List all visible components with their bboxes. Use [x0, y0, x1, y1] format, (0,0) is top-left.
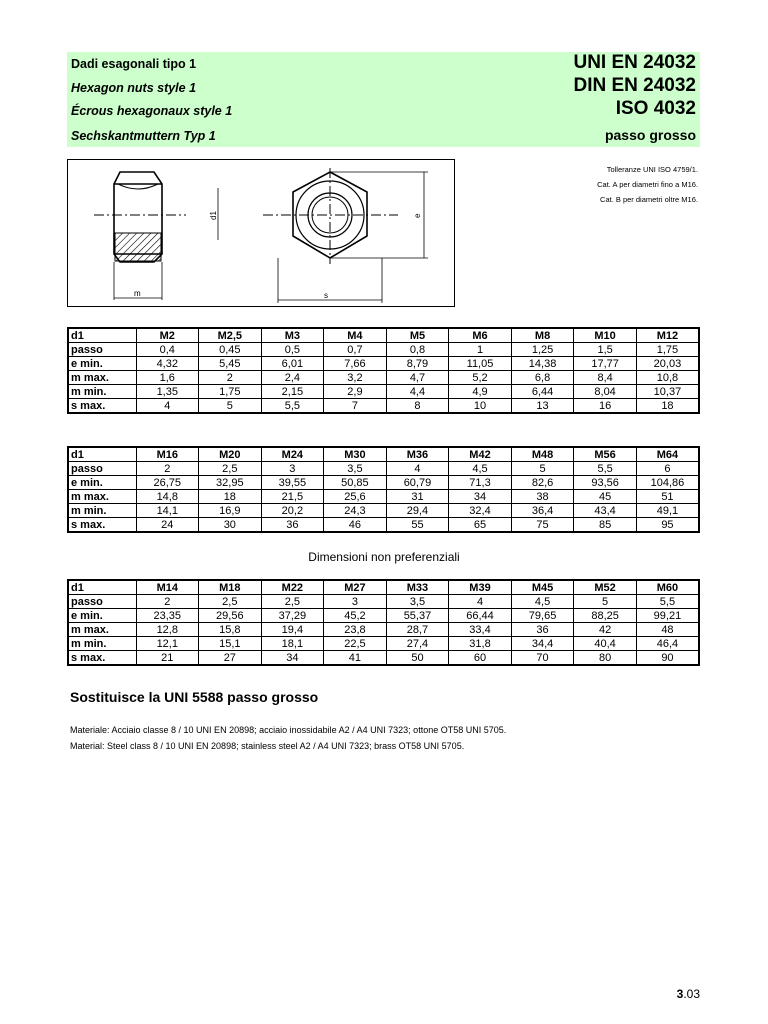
table-cell: 27 [199, 651, 262, 666]
table-row [68, 623, 699, 637]
table-cell: 55 [386, 518, 449, 533]
table-cell: M64 [636, 447, 699, 462]
row-label: e min. [68, 357, 136, 371]
table-cell: 5,5 [636, 595, 699, 609]
table-cell: 36 [261, 518, 324, 533]
row-label: m min. [68, 504, 136, 518]
table-cell: 7 [324, 399, 387, 414]
table-cell: 51 [636, 490, 699, 504]
table-cell: 24,3 [324, 504, 387, 518]
table-cell: 0,5 [261, 343, 324, 357]
row-label: m max. [68, 371, 136, 385]
table-row [68, 399, 699, 414]
table-cell: 14,8 [136, 490, 199, 504]
table-cell: 22,5 [324, 637, 387, 651]
table-cell: 2,5 [261, 595, 324, 609]
table-cell: 82,6 [511, 476, 574, 490]
table-cell: 16,9 [199, 504, 262, 518]
table-cell: 39,55 [261, 476, 324, 490]
table-cell: 50 [386, 651, 449, 666]
table-cell: 66,44 [449, 609, 512, 623]
table-cell: 0,45 [199, 343, 262, 357]
table-cell: M30 [324, 447, 387, 462]
thread-pitch: passo grosso [604, 127, 696, 143]
table-cell: 27,4 [386, 637, 449, 651]
table-cell: 4,32 [136, 357, 199, 371]
table-cell: 55,37 [386, 609, 449, 623]
table-cell: 36 [511, 623, 574, 637]
row-label: m min. [68, 385, 136, 399]
table-cell: 4 [136, 399, 199, 414]
table-cell: 1,6 [136, 371, 199, 385]
table-cell: 1,25 [511, 343, 574, 357]
table-cell: M12 [636, 328, 699, 343]
table-cell: M48 [511, 447, 574, 462]
table-cell: 6 [636, 462, 699, 476]
table-cell: 90 [636, 651, 699, 666]
row-label: d1 [68, 328, 136, 343]
table-cell: 4,5 [511, 595, 574, 609]
label-m: m [134, 289, 141, 298]
table-cell: 6,44 [511, 385, 574, 399]
table-cell: 24 [136, 518, 199, 533]
note-tolerance: Tolleranze UNI ISO 4759/1. [606, 165, 698, 174]
table-cell: 2,9 [324, 385, 387, 399]
table-cell: 15,1 [199, 637, 262, 651]
table-cell: M14 [136, 580, 199, 595]
table-cell: 70 [511, 651, 574, 666]
table-cell: M20 [199, 447, 262, 462]
label-s: s [324, 291, 328, 300]
standard-iso: ISO 4032 [615, 98, 696, 119]
table-cell: 18 [199, 490, 262, 504]
table-cell: 30 [199, 518, 262, 533]
replaces-standard: Sostituisce la UNI 5588 passo grosso [70, 689, 319, 705]
table-cell: 99,21 [636, 609, 699, 623]
table-cell: M52 [574, 580, 637, 595]
table-cell: 23,35 [136, 609, 199, 623]
table-cell: 6,01 [261, 357, 324, 371]
title-english: Hexagon nuts style 1 [71, 81, 197, 95]
table-cell: 1 [449, 343, 512, 357]
table-cell: 3,5 [386, 595, 449, 609]
title-german: Sechskantmuttern Typ 1 [71, 129, 216, 143]
table-cell: 4 [386, 462, 449, 476]
table-cell: 10,37 [636, 385, 699, 399]
table-cell: 23,8 [324, 623, 387, 637]
row-label: m min. [68, 637, 136, 651]
title-italian: Dadi esagonali tipo 1 [71, 57, 197, 71]
table-cell: 48 [636, 623, 699, 637]
table-cell: 31 [386, 490, 449, 504]
table-cell: 11,05 [449, 357, 512, 371]
table-cell: 4,7 [386, 371, 449, 385]
table-cell: 16 [574, 399, 637, 414]
table-cell: 5,5 [261, 399, 324, 414]
table-cell: 4,4 [386, 385, 449, 399]
table-row [68, 343, 699, 357]
table-row [68, 490, 699, 504]
table-row [68, 371, 699, 385]
table-header-row [68, 447, 699, 462]
table-cell: M45 [511, 580, 574, 595]
table-cell: 3,2 [324, 371, 387, 385]
table-cell: 5 [199, 399, 262, 414]
label-e: e [413, 213, 422, 218]
table-cell: 17,77 [574, 357, 637, 371]
table-cell: 2,5 [199, 462, 262, 476]
table-cell: 104,86 [636, 476, 699, 490]
table-cell: 18,1 [261, 637, 324, 651]
table-cell: 3 [261, 462, 324, 476]
row-label: d1 [68, 447, 136, 462]
table-cell: 5 [574, 595, 637, 609]
nut-drawing [67, 159, 455, 307]
table-cell: M3 [261, 328, 324, 343]
table-cell: 26,75 [136, 476, 199, 490]
table-cell: 32,4 [449, 504, 512, 518]
table-cell: 6,8 [511, 371, 574, 385]
table-cell: 4,9 [449, 385, 512, 399]
table-cell: 79,65 [511, 609, 574, 623]
table-cell: 0,8 [386, 343, 449, 357]
table-cell: 25,6 [324, 490, 387, 504]
note-category-a: Cat. A per diametri fino a M16. [597, 180, 698, 189]
note-category-b: Cat. B per diametri oltre M16. [600, 195, 698, 204]
row-label: s max. [68, 518, 136, 533]
standard-uni: UNI EN 24032 [573, 52, 696, 73]
table-cell: 1,75 [199, 385, 262, 399]
table-cell: 45,2 [324, 609, 387, 623]
table-cell: 46 [324, 518, 387, 533]
table-cell: 13 [511, 399, 574, 414]
table-cell: 34,4 [511, 637, 574, 651]
table-cell: M10 [574, 328, 637, 343]
table-cell: 29,4 [386, 504, 449, 518]
side-view [94, 172, 218, 300]
table-cell: M6 [449, 328, 512, 343]
table-cell: 46,4 [636, 637, 699, 651]
page-chapter: 3 [676, 987, 684, 1001]
table-cell: 38 [511, 490, 574, 504]
table-row [68, 651, 699, 666]
table-cell: 32,95 [199, 476, 262, 490]
row-label: passo [68, 462, 136, 476]
row-label: s max. [68, 651, 136, 666]
table-cell: 5,45 [199, 357, 262, 371]
table-row [68, 595, 699, 609]
table-cell: 20,03 [636, 357, 699, 371]
table-cell: 14,1 [136, 504, 199, 518]
table-cell: 2,4 [261, 371, 324, 385]
row-label: passo [68, 595, 136, 609]
table-cell: M16 [136, 447, 199, 462]
table-cell: M39 [449, 580, 512, 595]
table-cell: 43,4 [574, 504, 637, 518]
page-number [677, 987, 700, 1001]
table-cell: 7,66 [324, 357, 387, 371]
table-cell: M27 [324, 580, 387, 595]
tolerance-notes [597, 162, 698, 207]
row-label: s max. [68, 399, 136, 414]
table-row [68, 609, 699, 623]
table-cell: 37,29 [261, 609, 324, 623]
table-cell: 2 [136, 462, 199, 476]
table-cell: 8,4 [574, 371, 637, 385]
table-row [68, 462, 699, 476]
table-cell: 60,79 [386, 476, 449, 490]
table-cell: 5 [511, 462, 574, 476]
dimensions-table-3 [67, 579, 700, 666]
table-cell: 12,1 [136, 637, 199, 651]
table-cell: 1,35 [136, 385, 199, 399]
table-cell: 85 [574, 518, 637, 533]
table-cell: 34 [261, 651, 324, 666]
table-cell: 2,5 [199, 595, 262, 609]
table-cell: 45 [574, 490, 637, 504]
table-cell: M4 [324, 328, 387, 343]
table-cell: M22 [261, 580, 324, 595]
row-label: d1 [68, 580, 136, 595]
table-header-row [68, 580, 699, 595]
table-row [68, 357, 699, 371]
table-cell: 2 [136, 595, 199, 609]
page-sub: .03 [683, 987, 700, 1001]
table-cell: 12,8 [136, 623, 199, 637]
table-cell: M8 [511, 328, 574, 343]
table-cell: 31,8 [449, 637, 512, 651]
table-cell: M36 [386, 447, 449, 462]
table-cell: 1,75 [636, 343, 699, 357]
label-d1: d1 [209, 211, 218, 220]
table-cell: M56 [574, 447, 637, 462]
table-cell: 75 [511, 518, 574, 533]
table-cell: 36,4 [511, 504, 574, 518]
table-cell: 4 [449, 595, 512, 609]
table-row [68, 637, 699, 651]
material-italian: Materiale: Acciaio classe 8 / 10 UNI EN 20898; acciaio inossidabile A2 / A4 UNI 7323; ottone OT58 UNI 5705. [70, 725, 507, 735]
row-label: m max. [68, 623, 136, 637]
table-cell: 5,2 [449, 371, 512, 385]
table-cell: 18 [636, 399, 699, 414]
table-cell: 40,4 [574, 637, 637, 651]
table-cell: 3,5 [324, 462, 387, 476]
table-cell: 10,8 [636, 371, 699, 385]
material-english: Material: Steel class 8 / 10 UNI EN 20898; stainless steel A2 / A4 UNI 7323; brass OT58 UNI 5705. [70, 741, 465, 751]
table-cell: 33,4 [449, 623, 512, 637]
row-label: m max. [68, 490, 136, 504]
table-row [68, 385, 699, 399]
table-cell: 3 [324, 595, 387, 609]
table-header-row [68, 328, 699, 343]
table-cell: 8 [386, 399, 449, 414]
table-cell: M33 [386, 580, 449, 595]
table-row [68, 518, 699, 533]
table-cell: M60 [636, 580, 699, 595]
table-cell: 8,79 [386, 357, 449, 371]
table-cell: 28,7 [386, 623, 449, 637]
table-cell: M42 [449, 447, 512, 462]
row-label: passo [68, 343, 136, 357]
table-cell: 50,85 [324, 476, 387, 490]
table-cell: 19,4 [261, 623, 324, 637]
table-cell: 15,8 [199, 623, 262, 637]
table-cell: 71,3 [449, 476, 512, 490]
table-row [68, 476, 699, 490]
table-cell: M18 [199, 580, 262, 595]
table-cell: M2,5 [199, 328, 262, 343]
table-cell: 10 [449, 399, 512, 414]
standard-din: DIN EN 24032 [573, 75, 696, 96]
table-cell: 1,5 [574, 343, 637, 357]
table-cell: M2 [136, 328, 199, 343]
row-label: e min. [68, 476, 136, 490]
table-cell: 80 [574, 651, 637, 666]
table-cell: 93,56 [574, 476, 637, 490]
table-cell: 5,5 [574, 462, 637, 476]
table-cell: M5 [386, 328, 449, 343]
table-row [68, 504, 699, 518]
table-cell: 95 [636, 518, 699, 533]
table-cell: 2,15 [261, 385, 324, 399]
dimensions-table-2 [67, 446, 700, 533]
front-view [263, 168, 428, 303]
table-cell: 29,56 [199, 609, 262, 623]
dimensions-table-1 [67, 327, 700, 414]
header-band [67, 52, 700, 147]
table-cell: 41 [324, 651, 387, 666]
title-french: Écrous hexagonaux style 1 [71, 104, 233, 118]
table-cell: 0,4 [136, 343, 199, 357]
table-cell: 60 [449, 651, 512, 666]
table-cell: 0,7 [324, 343, 387, 357]
table-cell: 21,5 [261, 490, 324, 504]
non-preferred-heading: Dimensioni non preferenziali [308, 550, 460, 564]
table-cell: 14,38 [511, 357, 574, 371]
table-cell: 65 [449, 518, 512, 533]
table-cell: M24 [261, 447, 324, 462]
table-cell: 8,04 [574, 385, 637, 399]
row-label: e min. [68, 609, 136, 623]
nut-drawing-svg [68, 160, 454, 306]
table-cell: 88,25 [574, 609, 637, 623]
table-cell: 42 [574, 623, 637, 637]
table-cell: 4,5 [449, 462, 512, 476]
table-cell: 34 [449, 490, 512, 504]
table-cell: 49,1 [636, 504, 699, 518]
table-cell: 21 [136, 651, 199, 666]
table-cell: 20,2 [261, 504, 324, 518]
table-cell: 2 [199, 371, 262, 385]
